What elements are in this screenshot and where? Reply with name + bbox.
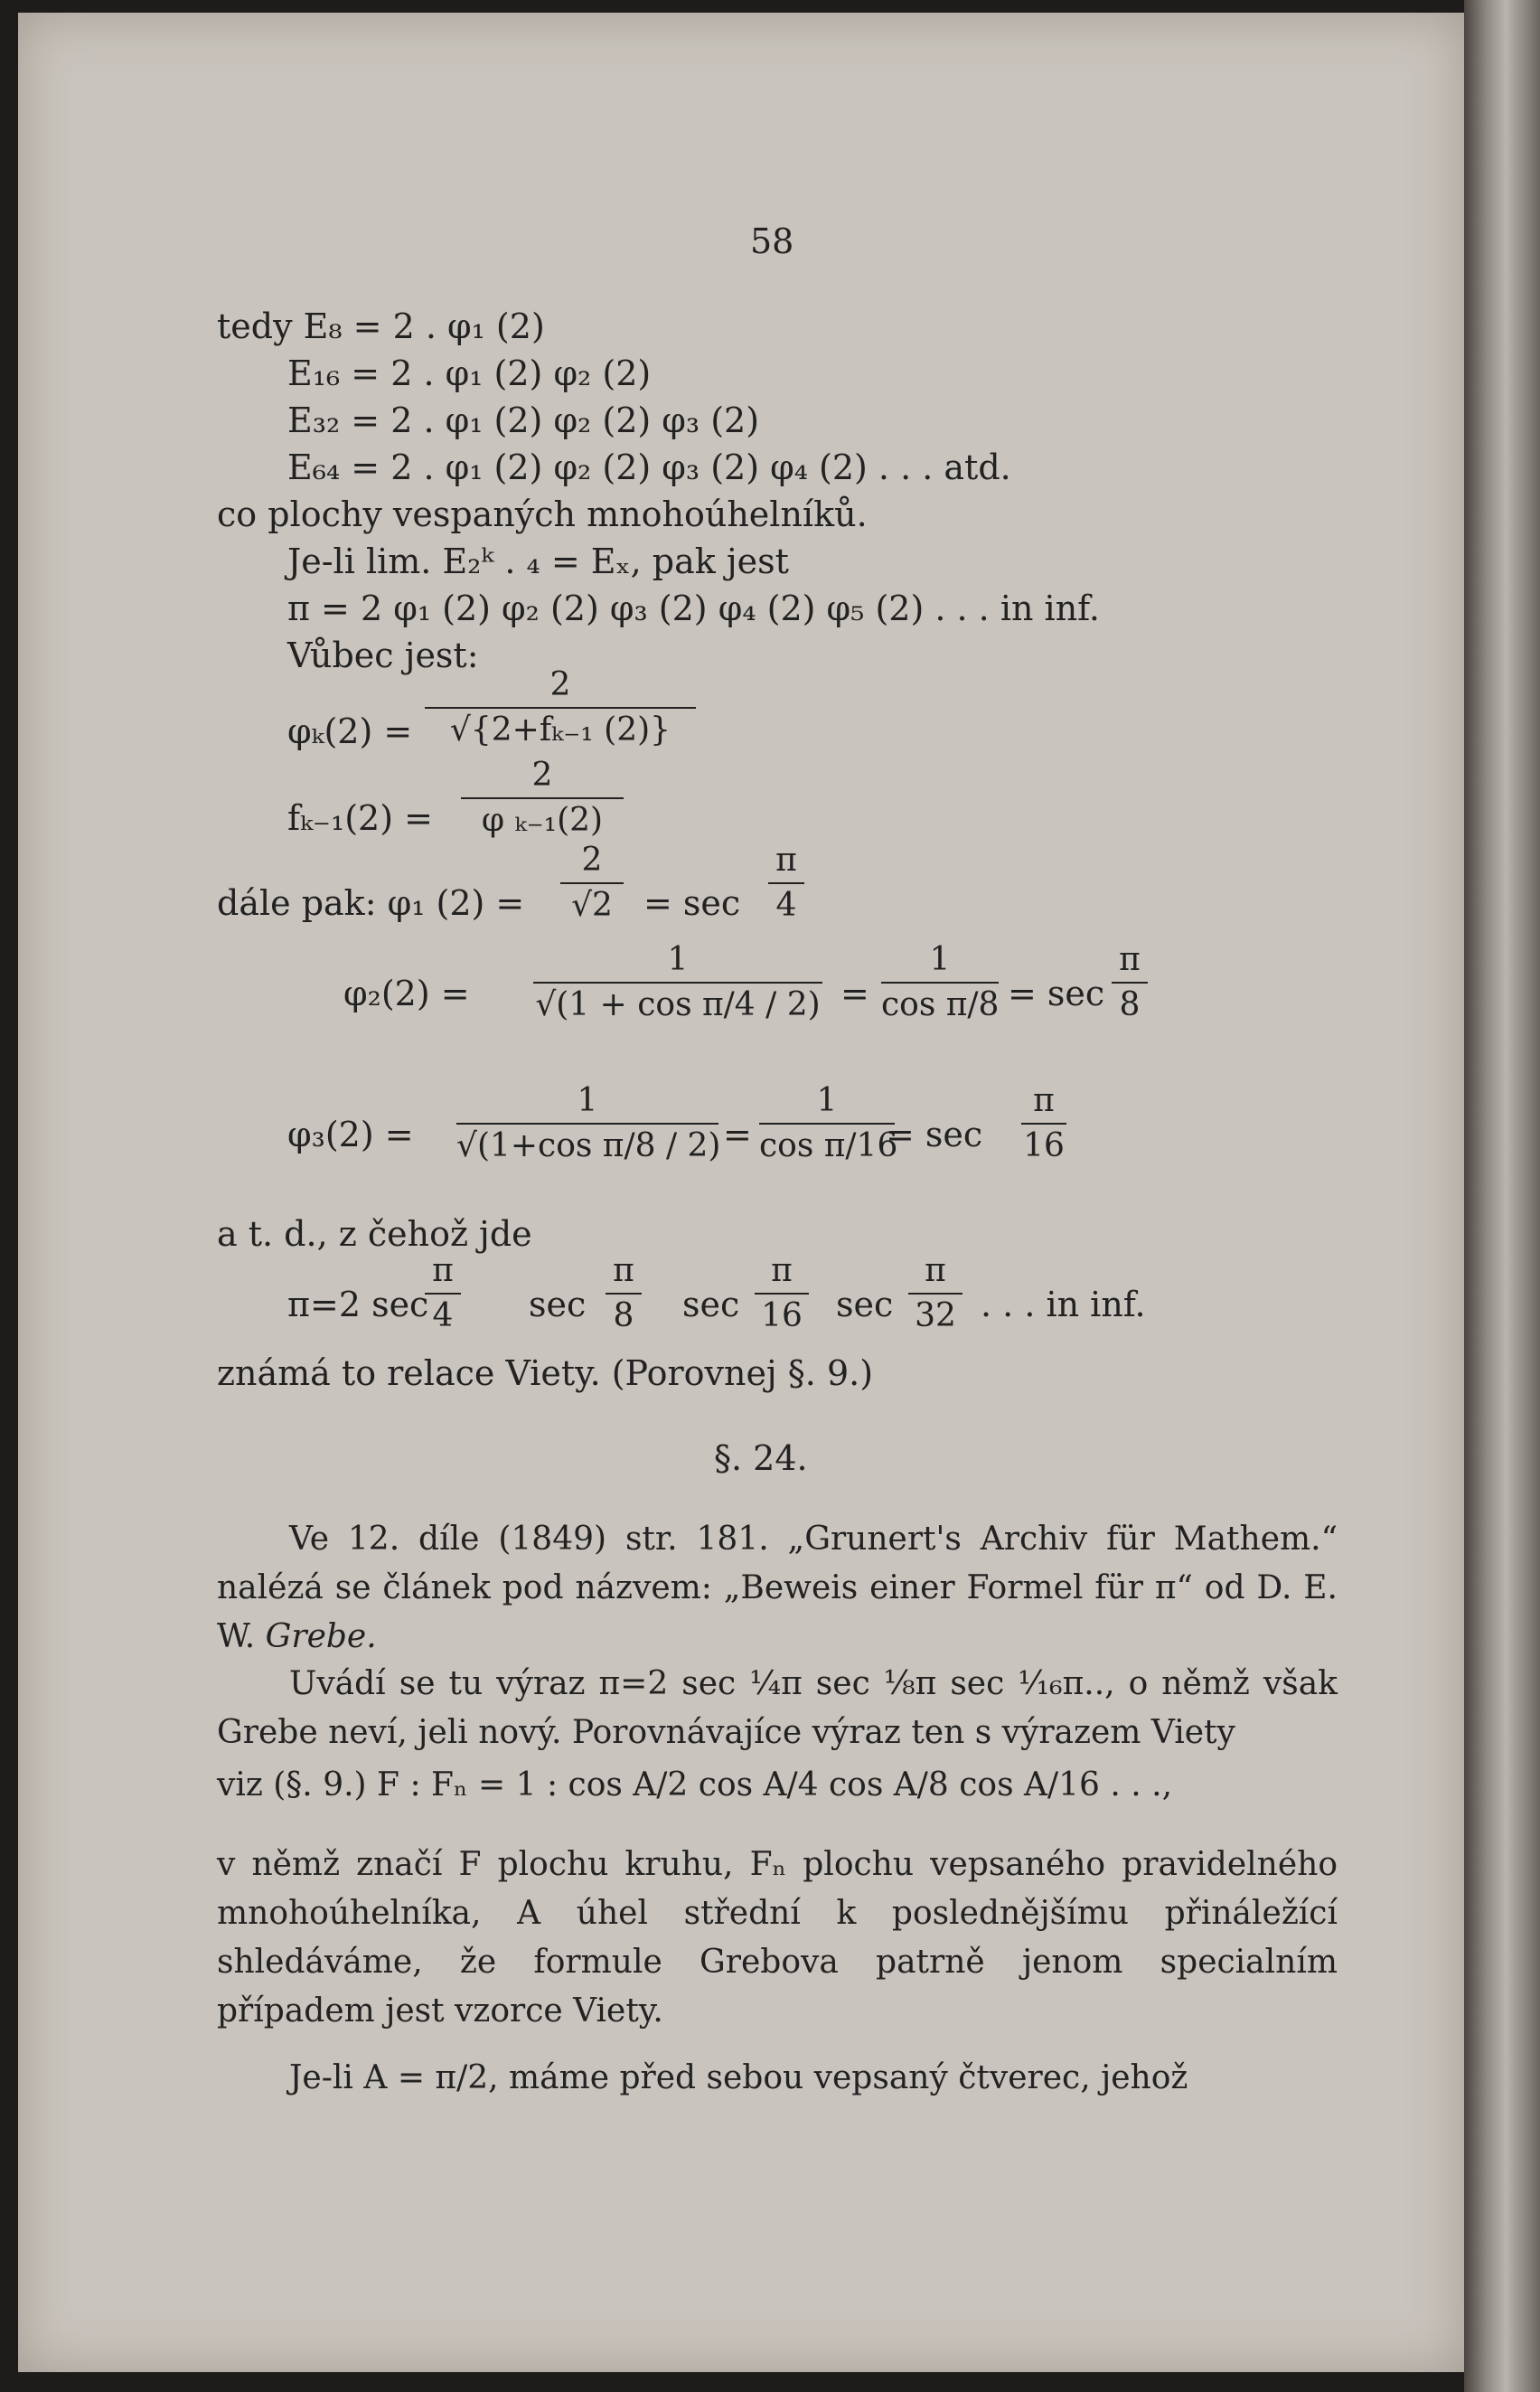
phi3-den: √(1+cos π/8 / 2) [456,1127,721,1164]
fraction-bar [456,1123,718,1125]
four-den: 4 [775,887,797,924]
phi2-lhs: φ₂(2) = [343,974,470,1013]
paragraph-3: v němž značí F plochu kruhu, Fₙ plochu vepsaného pravidelného mnohoúhelníka, A úhel střední k poslednějšímu přináležící shledáváme, že formule Grebova patrně jenom specialním případem jest vzorce Viety. [217,1846,1338,2029]
sixteen-den: 16 [1023,1127,1065,1164]
pi-num: π [775,842,797,879]
phi2-cos-fraction [881,940,999,1025]
phi3-cos-fraction [759,1081,898,1166]
formula-e16: E₁₆ = 2 . φ₁ (2) φ₂ (2) [287,353,652,393]
phi2-den: √(1 + cos π/4 / 2) [535,986,821,1023]
paragraph-4: Je-li A = π/2, máme před sebou vepsaný čtverec, jehož [289,2059,1188,2096]
formula-e64: E₆₄ = 2 . φ₁ (2) φ₂ (2) φ₃ (2) φ₄ (2) . . . atd. [287,447,1011,487]
section-heading: §. 24. [714,1438,808,1478]
fraction-bar [768,882,804,884]
viete-frac-8 [606,1251,642,1336]
sixteen-den: 16 [761,1297,803,1334]
fk-num: 2 [531,757,553,794]
formula-e8: tedy E₈ = 2 . φ₁ (2) [217,306,545,346]
relace-line: známá to relace Viety. (Porovnej §. 9.) [217,1353,874,1393]
fraction-bar [759,1123,895,1125]
viete-frac-4 [425,1251,461,1336]
viete-in-inf: . . . in inf. [981,1285,1146,1324]
formula-e32: E₃₂ = 2 . φ₁ (2) φ₂ (2) φ₃ (2) [287,400,760,440]
phik-den: √{2+fₖ₋₁ (2)} [449,711,671,749]
phi2-sec-fraction [1112,940,1148,1025]
viete-sec-3: sec [682,1285,740,1324]
eight-den: 8 [1119,986,1141,1023]
fraction-bar [461,797,624,799]
book-spine [1464,0,1540,2392]
vubec-line: Vůbec jest: [287,636,479,675]
thirtytwo-den: 32 [915,1297,956,1334]
paragraph-1-text: Ve 12. díle (1849) str. 181. „Grunert's Archiv für Mathem.“ nalézá se článek pod názvem: „Beweis einer Formel für π“ od D. E. W. [217,1521,1338,1655]
phik-lhs: φₖ(2) = [287,711,413,751]
fraction-bar [425,707,696,709]
plochy-line: co plochy vespaných mnohoúhelníků. [217,494,868,534]
phi3-cos-den: cos π/16 [759,1127,898,1164]
fraction-bar [425,1293,461,1295]
pi-num: π [925,1252,946,1289]
fk-den: φ ₖ₋₁(2) [481,802,604,839]
four-den: 4 [432,1297,454,1334]
paragraph-1 [217,1515,1338,1662]
dale-num: 2 [581,842,603,879]
atd-line: a t. d., z čehož jde [217,1214,532,1254]
page-number: 58 [750,221,794,261]
dale-fraction [560,841,624,926]
phi3-sec-fraction [1021,1081,1066,1166]
pi-num: π [432,1252,454,1289]
author-grebe: Grebe. [265,1618,377,1655]
fraction-bar [560,882,624,884]
viete-frac-32 [908,1251,963,1336]
phi2-cos-den: cos π/8 [881,986,1000,1023]
dale-den: √2 [571,887,613,924]
fraction-bar [1112,982,1148,984]
fk-lhs: fₖ₋₁(2) = [287,798,433,838]
pi-product: π = 2 φ₁ (2) φ₂ (2) φ₃ (2) φ₄ (2) φ₅ (2) . . . in inf. [287,589,1100,628]
fraction-bar [533,982,822,984]
pi-num: π [1119,941,1141,978]
eight-den: 8 [613,1297,634,1334]
phi2-num: 1 [667,941,689,978]
viz-line: viz (§. 9.) F : Fₙ = 1 : cos A/2 cos A/4 cos A/8 cos A/16 . . ., [217,1766,1173,1803]
phi3-fraction [456,1081,721,1166]
dale-lhs: dále pak: φ₁ (2) = [217,883,525,923]
phi3-cos-num: 1 [816,1082,838,1119]
phi2-eq: = [840,974,869,1013]
phi3-lhs: φ₃(2) = [287,1115,414,1154]
viete-lhs: π=2 sec [287,1285,429,1324]
fraction-bar [881,982,999,984]
phik-num: 2 [549,666,571,703]
phi2-eq-sec: = sec [1008,974,1105,1013]
pi-num: π [613,1252,634,1289]
viete-sec-4: sec [836,1285,894,1324]
pi-num: π [771,1252,793,1289]
fraction-bar [1021,1123,1066,1125]
phi2-fraction [533,940,822,1025]
phik-fraction [425,665,696,750]
paragraph-2: Uvádí se tu výraz π=2 sec ¼π sec ⅛π sec ¹⁄₁₆π.., o němž však Grebe neví, jeli nový. Porovnávajíce výraz ten s výrazem Viety [217,1665,1338,1751]
dale-eq: = sec [643,883,741,923]
viete-sec-2: sec [529,1285,587,1324]
fk-fraction [461,756,624,841]
phi2-cos-num: 1 [929,941,951,978]
phi3-num: 1 [577,1082,598,1119]
fraction-bar [908,1293,963,1295]
pi-num: π [1033,1082,1055,1119]
lim-line: Je-li lim. E₂ᵏ . ₄ = Eₓ, pak jest [287,541,789,581]
fraction-bar [755,1293,809,1295]
phi3-eq: = [723,1115,752,1154]
dale-sec-fraction [768,841,804,926]
phi3-eq-sec: = sec [886,1115,983,1154]
fraction-bar [606,1293,642,1295]
viete-frac-16 [755,1251,809,1336]
